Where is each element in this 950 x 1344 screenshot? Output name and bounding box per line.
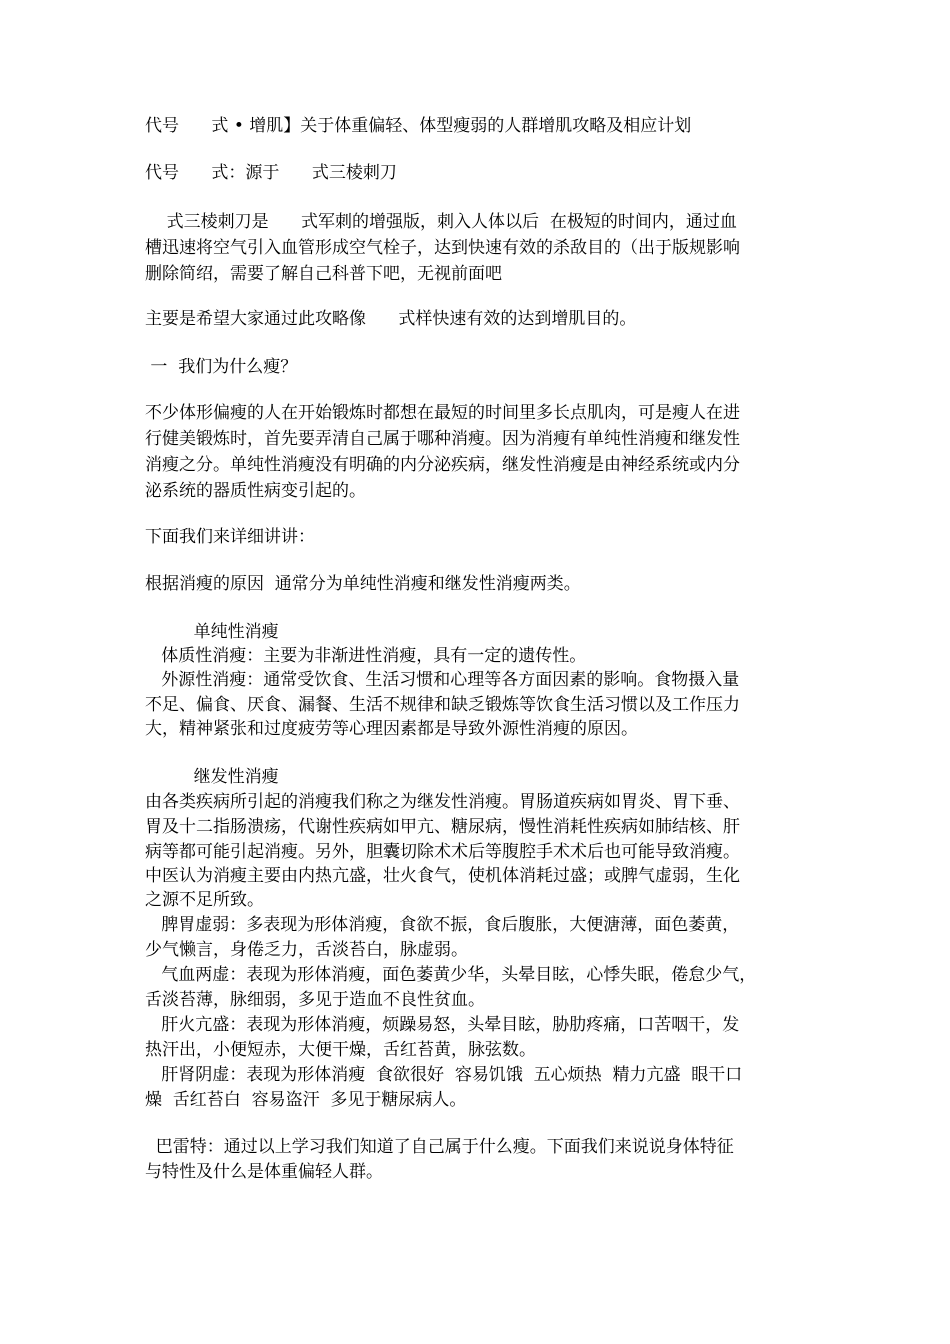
secondary-line: 之源不足所致。	[145, 890, 264, 910]
closing-line: 与特性及什么是体重偏轻人群。	[145, 1162, 383, 1182]
source-line: 代号 式：源于 式三棱刺刀	[145, 163, 397, 183]
secondary-line: 少气懒言，身倦乏力，舌淡苔白，脉虚弱。	[145, 940, 468, 960]
secondary-line: 中医认为消瘦主要由内热亢盛，壮火食气，使机体消耗过盛；或脾气虚弱，生化	[145, 866, 740, 886]
subheading-secondary: 继发性消瘦	[145, 767, 279, 787]
secondary-line: 胃及十二指肠溃疡，代谢性疾病如甲亢、糖尿病，慢性消耗性疾病如肺结核、肝	[145, 817, 740, 837]
secondary-line: 气血两虚：表现为形体消瘦，面色萎黄少华，头晕目眩，心悸失眠，倦怠少气，	[145, 965, 757, 985]
paragraph-line: 消瘦之分。单纯性消瘦没有明确的内分泌疾病，继发性消瘦是由神经系统或内分	[145, 455, 740, 475]
paragraph-line: 泌系统的器质性病变引起的。	[145, 481, 366, 501]
secondary-line: 热汗出，小便短赤，大便干燥，舌红苔黄，脉弦数。	[145, 1040, 536, 1060]
closing-line: 巴雷特：通过以上学习我们知道了自己属于什么瘦。下面我们来说说身体特征	[145, 1137, 734, 1157]
intro-line: 式三棱刺刀是 式军刺的增强版，刺入人体以后 在极短的时间内，通过血	[145, 212, 737, 232]
secondary-line: 脾胃虚弱：多表现为形体消瘦，食欲不振，食后腹胀，大便溏薄，面色萎黄，	[145, 915, 740, 935]
lead-line: 下面我们来详细讲讲：	[145, 527, 315, 547]
simple-line: 大，精神紧张和过度疲劳等心理因素都是导致外源性消瘦的原因。	[145, 719, 638, 739]
secondary-line: 燥 舌红苔白 容易盗汗 多见于糖尿病人。	[145, 1090, 467, 1110]
subheading-simple: 单纯性消瘦	[145, 622, 279, 642]
secondary-line: 舌淡苔薄，脉细弱，多见于造血不良性贫血。	[145, 990, 485, 1010]
secondary-line: 由各类疾病所引起的消瘦我们称之为继发性消瘦。胃肠道疾病如胃炎、胃下垂、	[145, 792, 740, 812]
lead-line: 根据消瘦的原因 通常分为单纯性消瘦和继发性消瘦两类。	[145, 574, 581, 594]
section-heading: 一 我们为什么瘦？	[145, 357, 298, 377]
intro-line: 删除简绍，需要了解自己科普下吧，无视前面吧	[145, 264, 502, 284]
intro-line: 槽迅速将空气引入血管形成空气栓子，达到快速有效的杀敌目的（出于版规影响	[145, 238, 740, 258]
secondary-line: 肝肾阴虚：表现为形体消瘦 食欲很好 容易饥饿 五心烦热 精力亢盛 眼干口	[145, 1065, 743, 1085]
secondary-line: 病等都可能引起消瘦。另外，胆囊切除术术后等腹腔手术术后也可能导致消瘦。	[145, 842, 740, 862]
paragraph-line: 不少体形偏瘦的人在开始锻炼时都想在最短的时间里多长点肌肉，可是瘦人在进	[145, 403, 740, 423]
simple-line: 体质性消瘦：主要为非渐进性消瘦，具有一定的遗传性。	[145, 646, 587, 666]
paragraph-line: 行健美锻炼时，首先要弄清自己属于哪种消瘦。因为消瘦有单纯性消瘦和继发性	[145, 429, 740, 449]
secondary-line: 肝火亢盛：表现为形体消瘦，烦躁易怒，头晕目眩，胁肋疼痛，口苦咽干，发	[145, 1015, 740, 1035]
document-title: 代号 式 • 增肌】关于体重偏轻、体型瘦弱的人群增肌攻略及相应计划	[145, 116, 692, 136]
simple-line: 不足、偏食、厌食、漏餐、生活不规律和缺乏锻炼等饮食生活习惯以及工作压力	[145, 695, 740, 715]
simple-line: 外源性消瘦：通常受饮食、生活习惯和心理等各方面因素的影响。食物摄入量	[145, 670, 740, 690]
purpose-line: 主要是希望大家通过此攻略像 式样快速有效的达到增肌目的。	[145, 309, 637, 329]
